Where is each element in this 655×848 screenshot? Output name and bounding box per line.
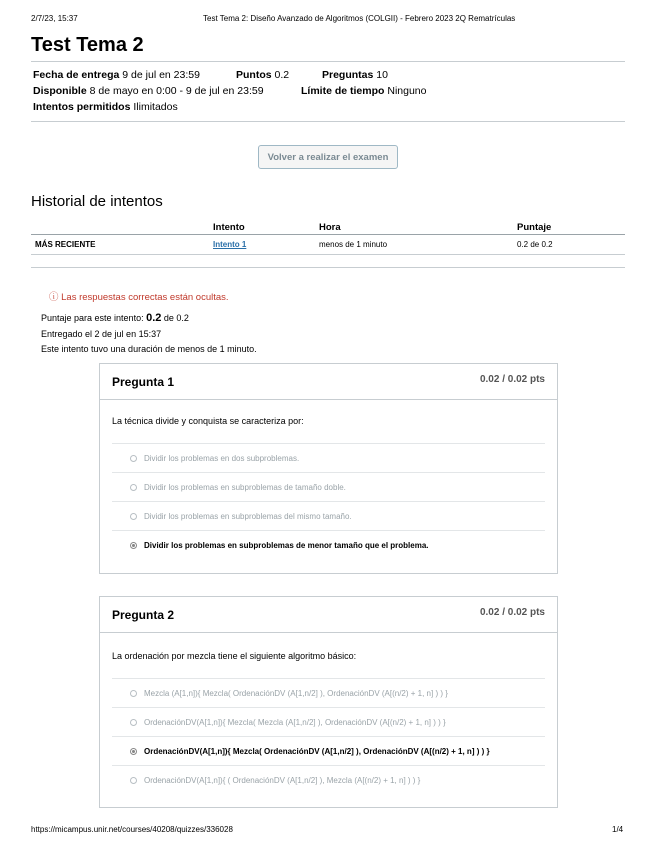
availability xyxy=(33,85,264,97)
radio-icon[interactable] xyxy=(130,513,137,520)
duration-line: Este intento tuvo una duración de menos de 1 minuto. xyxy=(41,344,257,354)
question-2-points: 0.02 / 0.02 pts xyxy=(479,607,545,618)
score-suffix: de 0.2 xyxy=(161,313,189,323)
available-label: Disponible xyxy=(33,85,87,97)
questions-label: Preguntas xyxy=(322,69,374,81)
radio-selected-icon[interactable] xyxy=(130,542,137,549)
history-title: Historial de intentos xyxy=(31,193,163,210)
question-2 xyxy=(99,596,558,808)
questions-count xyxy=(322,69,388,81)
col-score: Puntaje xyxy=(517,222,552,233)
attempt-time: menos de 1 minuto xyxy=(319,240,388,249)
attempts-label: Intentos permitidos xyxy=(33,101,131,113)
points-label: Puntos xyxy=(236,69,272,81)
page-title: Test Tema 2 xyxy=(31,34,144,56)
print-url: https://micampus.unir.net/courses/40208/quizzes/336028 xyxy=(31,825,233,834)
answer-option[interactable]: OrdenaciónDV(A[1,n]){ Mezcla( Mezcla (A[1,n/2] ), OrdenaciónDV (A[(n/2) + 1, n] ) ) } xyxy=(112,707,545,737)
answer-option-selected[interactable]: OrdenaciónDV(A[1,n]){ Mezcla( OrdenaciónDV (A[1,n/2] ), OrdenaciónDV (A[(n/2) + 1, n] ) ) } xyxy=(112,736,545,766)
attempt-score-line xyxy=(41,312,189,324)
allowed-attempts xyxy=(33,101,178,113)
radio-icon[interactable] xyxy=(130,777,137,784)
submitted-line: Entregado el 2 de jul en 15:37 xyxy=(41,329,162,339)
questions-value: 10 xyxy=(376,69,388,81)
radio-icon[interactable] xyxy=(130,455,137,462)
due-value: 9 de jul en 23:59 xyxy=(122,69,200,81)
time-limit-value: Ninguno xyxy=(387,85,427,97)
question-2-title: Pregunta 2 xyxy=(112,608,175,622)
question-1-header xyxy=(100,364,557,400)
answer-option[interactable]: OrdenaciónDV(A[1,n]){ ( OrdenaciónDV (A[1,n/2] ), Mezcla (A[(n/2) + 1, n] ) ) } xyxy=(112,765,545,795)
radio-selected-icon[interactable] xyxy=(130,748,137,755)
most-recent-label: MÁS RECIENTE xyxy=(35,240,96,249)
print-page-number: 1/4 xyxy=(612,825,624,834)
time-limit-label: Límite de tiempo xyxy=(301,85,385,97)
answer-option[interactable]: Dividir los problemas en subproblemas del mismo tamaño. xyxy=(112,501,545,531)
available-value: 8 de mayo en 0:00 - 9 de jul en 23:59 xyxy=(89,85,264,97)
attempt-1-link[interactable]: Intento 1 xyxy=(213,240,247,249)
divider xyxy=(31,121,625,122)
divider xyxy=(31,254,625,255)
points xyxy=(236,69,289,81)
points-value: 0.2 xyxy=(274,69,290,81)
radio-icon[interactable] xyxy=(130,690,137,697)
radio-icon[interactable] xyxy=(130,484,137,491)
time-limit xyxy=(301,85,426,97)
divider xyxy=(31,234,625,235)
question-1 xyxy=(99,363,558,574)
col-time: Hora xyxy=(319,222,341,233)
answer-option[interactable]: Dividir los problemas en dos subproblemas. xyxy=(112,443,545,473)
score-prefix: Puntaje para este intento: xyxy=(41,313,147,323)
score-value: 0.2 xyxy=(146,312,162,324)
question-2-text: La ordenación por mezcla tiene el siguiente algoritmo básico: xyxy=(112,651,357,661)
print-doc-title: Test Tema 2: Diseño Avanzado de Algoritmos (COLGII) - Febrero 2023 2Q Rematrículas xyxy=(203,14,516,23)
answer-option[interactable]: Mezcla (A[1,n]){ Mezcla( OrdenaciónDV (A[1,n/2] ), OrdenaciónDV (A[(n/2) + 1, n] ) ) } xyxy=(112,678,545,708)
radio-icon[interactable] xyxy=(130,719,137,726)
answer-option[interactable]: Dividir los problemas en subproblemas de tamaño doble. xyxy=(112,472,545,502)
divider xyxy=(31,61,625,62)
due-label: Fecha de entrega xyxy=(33,69,120,81)
attempt-score: 0.2 de 0.2 xyxy=(517,240,553,249)
question-1-points: 0.02 / 0.02 pts xyxy=(479,374,545,385)
due-date xyxy=(33,69,200,81)
answer-option-selected[interactable]: Dividir los problemas en subproblemas de menor tamaño que el problema. xyxy=(112,530,545,560)
question-2-header xyxy=(100,597,557,633)
question-1-title: Pregunta 1 xyxy=(112,375,175,389)
question-1-text: La técnica divide y conquista se caracteriza por: xyxy=(112,416,304,426)
print-datetime: 2/7/23, 15:37 xyxy=(31,14,78,23)
attempts-value: Ilimitados xyxy=(133,101,178,113)
retake-quiz-button[interactable]: Volver a realizar el examen xyxy=(258,145,398,169)
divider xyxy=(31,267,625,268)
answers-hidden-notice: ⓘ Las respuestas correctas están ocultas. xyxy=(49,292,229,303)
col-attempt: Intento xyxy=(213,222,245,233)
